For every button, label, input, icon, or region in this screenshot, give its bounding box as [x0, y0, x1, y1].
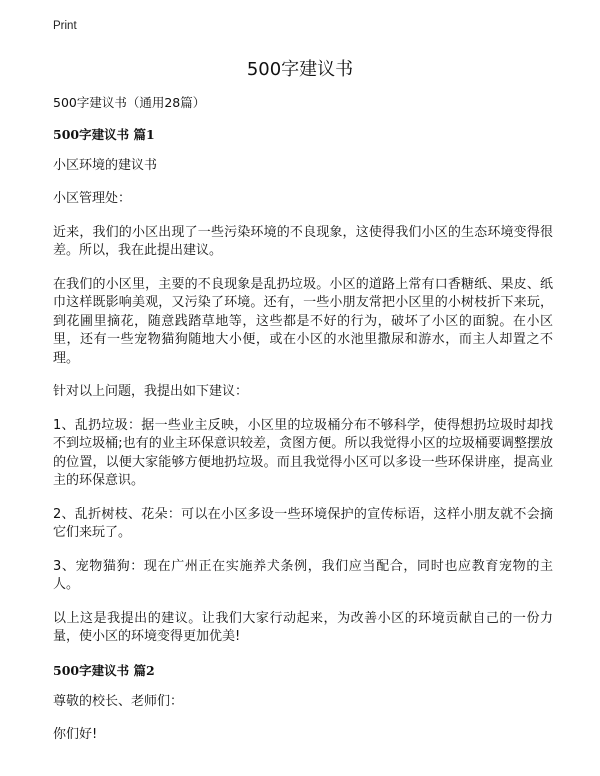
paragraph: 近来，我们的小区出现了一些污染环境的不良现象，这使得我们小区的生态环境变得很差。所以，我在此提出建议。	[53, 224, 553, 258]
paragraph: 1、乱扔垃圾：据一些业主反映，小区里的垃圾桶分布不够科学，使得想扔垃圾时却找不到垃圾桶;也有的业主环保意识较差，贪图方便。所以我觉得小区的垃圾桶要调整摆放的位置，以便大家能够方便地扔垃圾。而且我觉得小区可以多设一些环保讲座，提高业主的环保意识。	[53, 417, 553, 488]
paragraph: 以上这是我提出的建议。让我们大家行动起来，为改善小区的环境贡献自己的一份力量，使小区的环境变得更加优美!	[53, 610, 553, 644]
document-body	[53, 94, 553, 760]
document-subtitle: 500字建议书（通用28篇）	[53, 95, 206, 110]
paragraph: 3、宠物猫狗：现在广州正在实施养犬条例，我们应当配合，同时也应教育宠物的主人。	[53, 558, 553, 592]
paragraph: 你们好!	[53, 727, 98, 742]
paragraph: 在我们的小区里，主要的不良现象是乱扔垃圾。小区的道路上常有口香糖纸、果皮、纸巾这样既影响美观，又污染了环境。还有，一些小朋友常把小区里的小树枝折下来玩，到花圃里摘花，随意践踏草地等，这些都是不好的行为，破坏了小区的面貌。在小区里，还有一些宠物猫狗随地大小便，或在小区的水池里撒尿和游水，而主人却置之不理。	[53, 276, 553, 366]
paragraph: 2、乱折树枝、花朵：可以在小区多设一些环境保护的宣传标语，这样小朋友就不会摘它们来玩了。	[53, 506, 553, 540]
paragraph: 小区管理处：	[53, 191, 132, 206]
section-heading: 500字建议书 篇1	[53, 126, 155, 142]
paragraph: 尊敬的校长、老师们：	[53, 693, 184, 709]
print-link[interactable]: Print	[53, 20, 77, 32]
paragraph: 针对以上问题，我提出如下建议：	[53, 384, 249, 399]
paragraph: 小区环境的建议书	[53, 157, 158, 173]
section-heading: 500字建议书 篇2	[53, 662, 155, 678]
page-title: 500字建议书	[246, 59, 354, 80]
